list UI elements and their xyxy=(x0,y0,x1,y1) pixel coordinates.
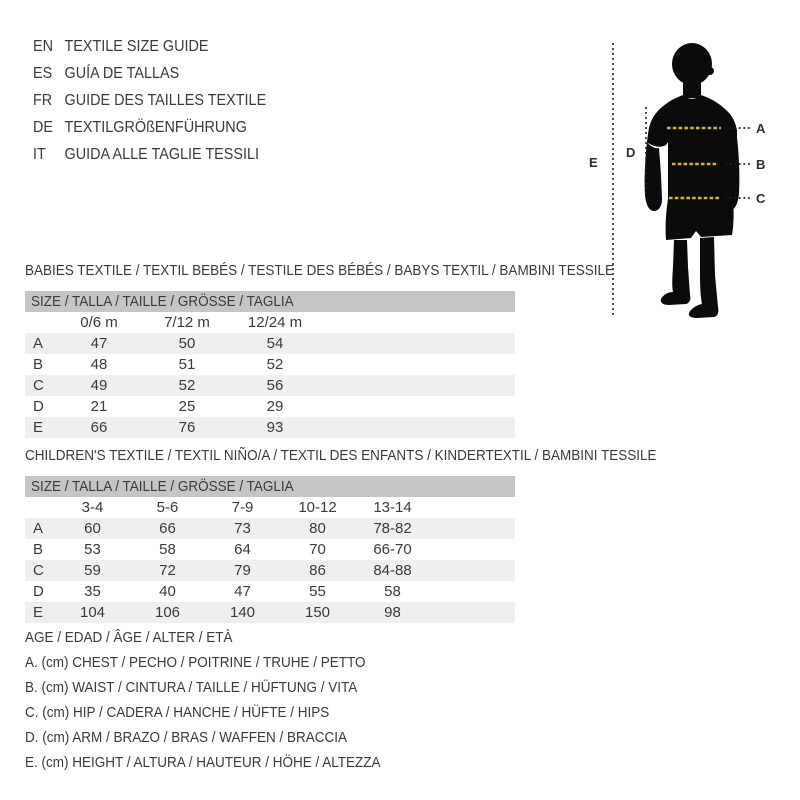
cell: 66 xyxy=(159,520,176,537)
language-row xyxy=(33,33,266,60)
children-section-title: CHILDREN'S TEXTILE / TEXTIL NIÑO/A / TEXTIL DES ENFANTS / KINDERTEXTIL / BAMBINI TESSILE xyxy=(25,447,657,464)
column-header: 0/6 m xyxy=(80,314,118,331)
row-label: B xyxy=(33,356,44,373)
corner-cell xyxy=(25,497,55,518)
table-row xyxy=(25,375,515,396)
cell: 70 xyxy=(309,541,326,558)
row-label: E xyxy=(33,419,44,436)
cell: 50 xyxy=(178,335,196,352)
measure-label-d: D xyxy=(626,145,636,160)
size-measurement-figure xyxy=(580,25,800,325)
babies-section-title: BABIES TEXTILE / TEXTIL BEBÉS / TESTILE DES BÉBÉS / BABYS TEXTIL / BAMBINI TESSILE xyxy=(25,262,614,279)
cell: 59 xyxy=(84,562,101,579)
cell: 51 xyxy=(178,356,196,373)
language-label: TEXTILE SIZE GUIDE xyxy=(64,38,209,55)
measure-label-c: C xyxy=(756,191,766,206)
cell: 53 xyxy=(84,541,101,558)
language-label: GUÍA DE TALLAS xyxy=(64,65,180,82)
legend-item-hip: C. (cm) HIP / CADERA / HANCHE / HÜFTE / HIPS xyxy=(25,704,330,721)
cell: 140 xyxy=(229,604,256,621)
table-row xyxy=(25,602,515,623)
silhouette-left-leg xyxy=(661,240,691,305)
table-row xyxy=(25,560,515,581)
corner-cell xyxy=(25,312,55,333)
measure-label-b: B xyxy=(756,157,766,172)
size-header-label: SIZE / TALLA / TAILLE / GRÖSSE / TAGLIA xyxy=(31,293,294,310)
silhouette-neck xyxy=(683,77,701,98)
cell: 72 xyxy=(159,562,176,579)
language-label: GUIDA ALLE TAGLIE TESSILI xyxy=(64,146,259,163)
language-code: FR xyxy=(33,92,53,109)
measurement-legend xyxy=(25,625,420,775)
row-label: B xyxy=(33,541,44,558)
cell: 66 xyxy=(90,419,108,436)
row-label: D xyxy=(33,398,44,415)
cell: 86 xyxy=(309,562,326,579)
cell: 52 xyxy=(178,377,196,394)
language-row xyxy=(33,114,266,141)
cell: 98 xyxy=(384,604,401,621)
row-label: A xyxy=(33,335,44,352)
table-row xyxy=(25,354,515,375)
language-code: IT xyxy=(33,146,46,163)
child-silhouette-diagram xyxy=(580,25,800,325)
column-header: 3-4 xyxy=(81,499,104,516)
babies-size-header-bar xyxy=(25,291,515,312)
cell: 55 xyxy=(309,583,326,600)
children-column-header-row xyxy=(25,497,515,518)
row-label: D xyxy=(33,583,44,600)
cell: 78-82 xyxy=(373,520,412,537)
row-label: E xyxy=(33,604,44,621)
language-row xyxy=(33,60,266,87)
cell: 47 xyxy=(234,583,251,600)
cell: 25 xyxy=(178,398,196,415)
size-header-label: SIZE / TALLA / TAILLE / GRÖSSE / TAGLIA xyxy=(31,478,294,495)
language-code: ES xyxy=(33,65,53,82)
language-row xyxy=(33,141,266,168)
cell: 47 xyxy=(90,335,108,352)
cell: 52 xyxy=(266,356,284,373)
cell: 58 xyxy=(384,583,401,600)
measure-label-e: E xyxy=(589,155,598,170)
legend-item-waist: B. (cm) WAIST / CINTURA / TAILLE / HÜFTUNG / VITA xyxy=(25,679,358,696)
cell: 60 xyxy=(84,520,101,537)
measure-label-a: A xyxy=(756,121,766,136)
language-code: DE xyxy=(33,119,54,136)
cell: 64 xyxy=(234,541,251,558)
cell: 79 xyxy=(234,562,251,579)
cell: 49 xyxy=(90,377,108,394)
column-header: 12/24 m xyxy=(247,314,303,331)
column-header: 10-12 xyxy=(298,499,337,516)
cell: 150 xyxy=(304,604,331,621)
cell: 104 xyxy=(79,604,106,621)
cell: 66-70 xyxy=(373,541,412,558)
silhouette-shorts xyxy=(666,199,734,240)
row-label: C xyxy=(33,562,44,579)
language-row xyxy=(33,87,266,114)
language-list xyxy=(33,33,292,168)
cell: 54 xyxy=(266,335,284,352)
silhouette-left-arm xyxy=(645,142,662,211)
row-label: C xyxy=(33,377,44,394)
cell: 106 xyxy=(154,604,181,621)
silhouette-ear xyxy=(706,67,714,75)
cell: 84-88 xyxy=(373,562,412,579)
table-row xyxy=(25,333,515,354)
children-size-header-bar xyxy=(25,476,515,497)
column-header: 5-6 xyxy=(156,499,179,516)
language-code: EN xyxy=(33,38,54,55)
cell: 80 xyxy=(309,520,326,537)
babies-column-header-row xyxy=(25,312,515,333)
language-label: GUIDE DES TAILLES TEXTILE xyxy=(64,92,267,109)
cell: 76 xyxy=(178,419,196,436)
child-silhouette xyxy=(645,43,740,318)
cell: 40 xyxy=(159,583,176,600)
column-header: 13-14 xyxy=(373,499,412,516)
cell: 35 xyxy=(84,583,101,600)
table-row xyxy=(25,518,515,539)
silhouette-right-leg xyxy=(689,237,719,318)
babies-size-table xyxy=(25,291,515,438)
cell: 48 xyxy=(90,356,108,373)
language-label: TEXTILGRÖßENFÜHRUNG xyxy=(64,119,247,136)
table-row xyxy=(25,581,515,602)
cell: 93 xyxy=(266,419,284,436)
table-row xyxy=(25,417,515,438)
row-label: A xyxy=(33,520,44,537)
cell: 29 xyxy=(266,398,284,415)
legend-item-arm: D. (cm) ARM / BRAZO / BRAS / WAFFEN / BRACCIA xyxy=(25,729,348,746)
table-row xyxy=(25,396,515,417)
cell: 58 xyxy=(159,541,176,558)
legend-item-chest: A. (cm) CHEST / PECHO / POITRINE / TRUHE / PETTO xyxy=(25,654,366,671)
cell: 56 xyxy=(266,377,284,394)
table-row xyxy=(25,539,515,560)
cell: 73 xyxy=(234,520,251,537)
children-size-table xyxy=(25,476,515,623)
column-header: 7/12 m xyxy=(164,314,210,331)
column-header: 7-9 xyxy=(231,499,254,516)
legend-age: AGE / EDAD / ÂGE / ALTER / ETÀ xyxy=(25,629,233,646)
legend-item-height: E. (cm) HEIGHT / ALTURA / HAUTEUR / HÖHE / ALTEZZA xyxy=(25,754,381,771)
cell: 21 xyxy=(90,398,108,415)
